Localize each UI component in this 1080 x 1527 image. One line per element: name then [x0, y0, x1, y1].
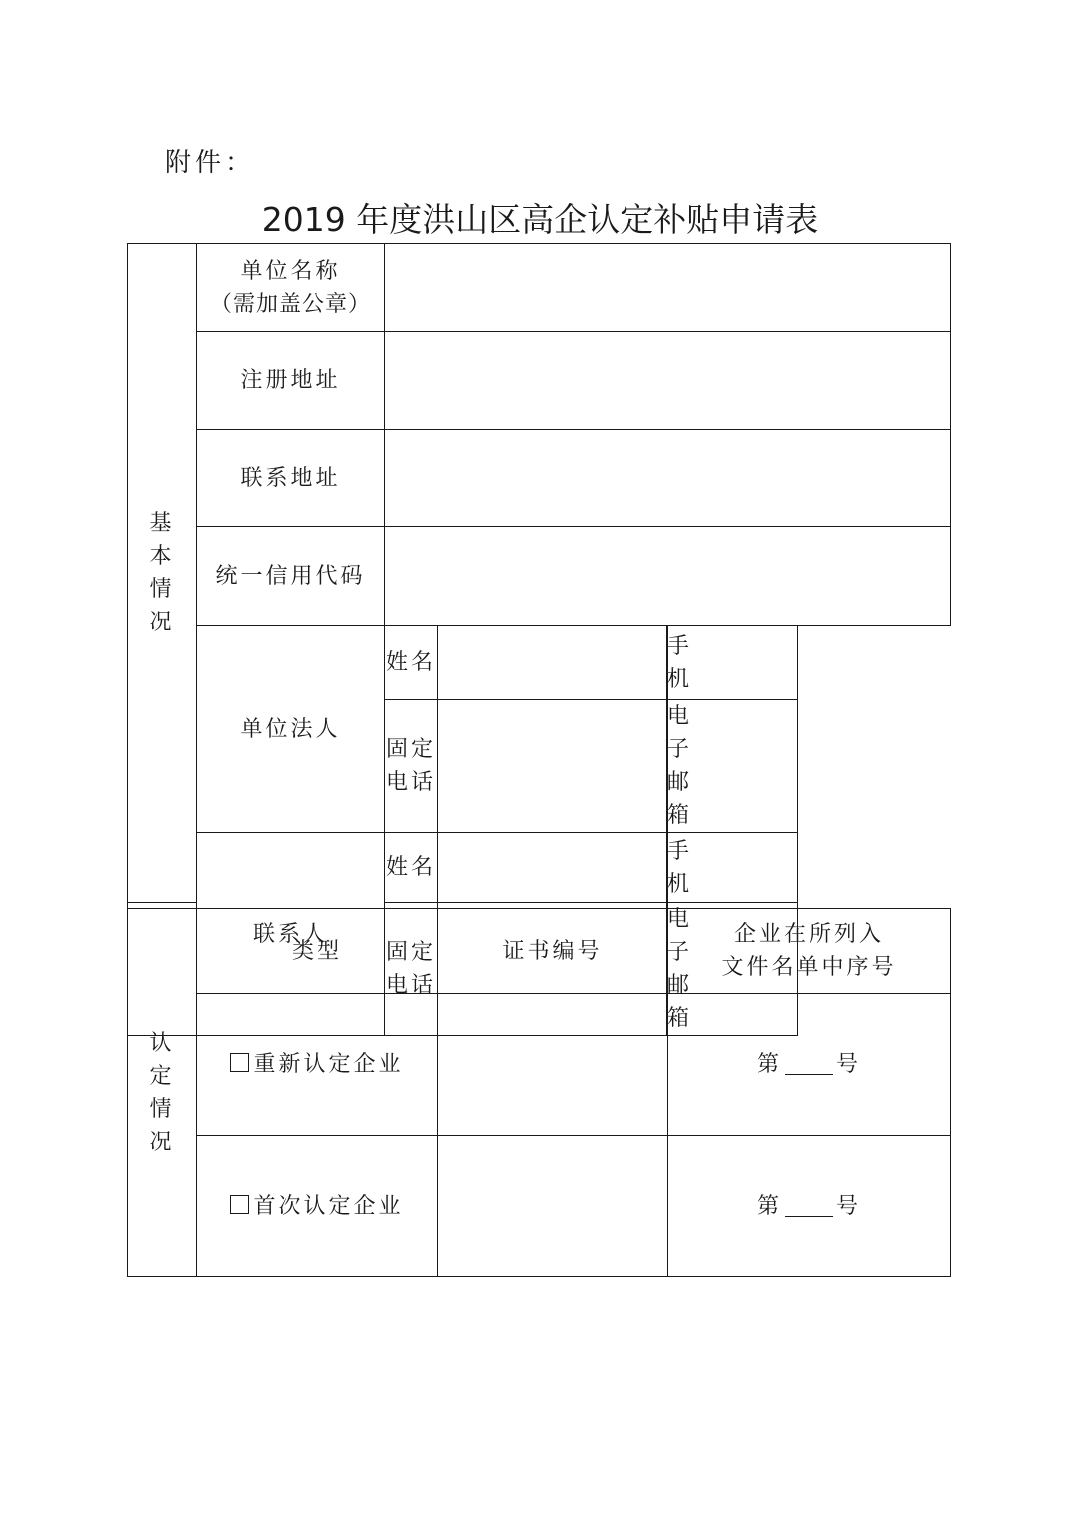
section-char: 况	[149, 1129, 175, 1155]
legal-mobile-label: 手机	[667, 626, 668, 700]
contact-address-row	[128, 430, 951, 527]
registered-address-field[interactable]	[385, 332, 951, 430]
recertification-option[interactable]	[197, 994, 438, 1136]
legal-email-label: 电子邮箱	[667, 700, 668, 833]
section-char: 况	[149, 610, 175, 635]
unit-name-note: （需加盖公章）	[209, 291, 371, 317]
legal-name-label: 姓名	[385, 626, 438, 700]
serial-prefix: 第	[756, 1193, 782, 1219]
recertification-row	[128, 994, 951, 1136]
legal-person-row-1	[128, 626, 951, 700]
serial-blank-field[interactable]	[785, 1052, 833, 1075]
unit-name-label-cell	[197, 244, 385, 332]
certification-section-label	[128, 909, 197, 1277]
attachment-label: 附件：	[165, 148, 256, 178]
section-char: 情	[149, 577, 175, 602]
serial-suffix: 号	[836, 1193, 862, 1219]
first-certification-certificate-field[interactable]	[438, 1136, 668, 1277]
first-certification-row	[128, 1136, 951, 1277]
contact-address-field[interactable]	[385, 430, 951, 527]
recertification-label: 重新认定企业	[253, 1052, 404, 1077]
legal-name-field[interactable]	[438, 626, 667, 700]
type-header: 类型	[197, 909, 438, 994]
legal-landline-field[interactable]	[438, 700, 667, 833]
contact-person-row-1	[128, 833, 951, 903]
serial-prefix: 第	[756, 1052, 782, 1077]
serial-header-line-1: 企业在所列入	[733, 922, 884, 947]
contact-person-label: 联系人	[197, 833, 385, 1036]
unit-name-field[interactable]	[385, 244, 951, 332]
certification-table	[127, 908, 951, 1277]
serial-header-line-2: 文件名单中序号	[721, 955, 897, 980]
contact-name-field[interactable]	[438, 833, 667, 903]
section-char: 认	[149, 1030, 175, 1056]
credit-code-row	[128, 527, 951, 626]
recertification-serial-cell	[668, 994, 951, 1136]
legal-landline-label: 固定电话	[385, 700, 438, 833]
contact-landline-label: 固定电话	[385, 903, 438, 1036]
serial-blank-field[interactable]	[785, 1194, 833, 1217]
section-char: 本	[149, 544, 175, 569]
form-title: 2019 年度洪山区高企认定补贴申请表	[261, 200, 819, 239]
recertification-certificate-field[interactable]	[438, 994, 668, 1136]
registered-address-label: 注册地址	[197, 332, 385, 430]
section-char: 基	[149, 511, 175, 536]
legal-person-label: 单位法人	[197, 626, 385, 833]
serial-suffix: 号	[836, 1052, 862, 1077]
section-char: 定	[149, 1063, 175, 1089]
checkbox-icon[interactable]	[230, 1195, 249, 1214]
contact-mobile-label: 手机	[667, 833, 668, 903]
contact-name-label: 姓名	[385, 833, 438, 903]
unit-name-label: 单位名称	[240, 258, 341, 284]
checkbox-icon[interactable]	[230, 1053, 249, 1072]
credit-code-field[interactable]	[385, 527, 951, 626]
section-char: 情	[149, 1096, 175, 1122]
registered-address-row	[128, 332, 951, 430]
credit-code-label: 统一信用代码	[197, 527, 385, 626]
first-certification-option[interactable]	[197, 1136, 438, 1277]
unit-name-row	[128, 244, 951, 332]
first-certification-serial-cell	[668, 1136, 951, 1277]
basic-info-section-label	[128, 244, 197, 903]
serial-number-header	[668, 909, 951, 994]
first-certification-label: 首次认定企业	[253, 1193, 404, 1219]
contact-email-label: 电子邮箱	[667, 903, 668, 1036]
certificate-number-header: 证书编号	[438, 909, 668, 994]
certification-header-row	[128, 909, 951, 994]
contact-address-label: 联系地址	[197, 430, 385, 527]
